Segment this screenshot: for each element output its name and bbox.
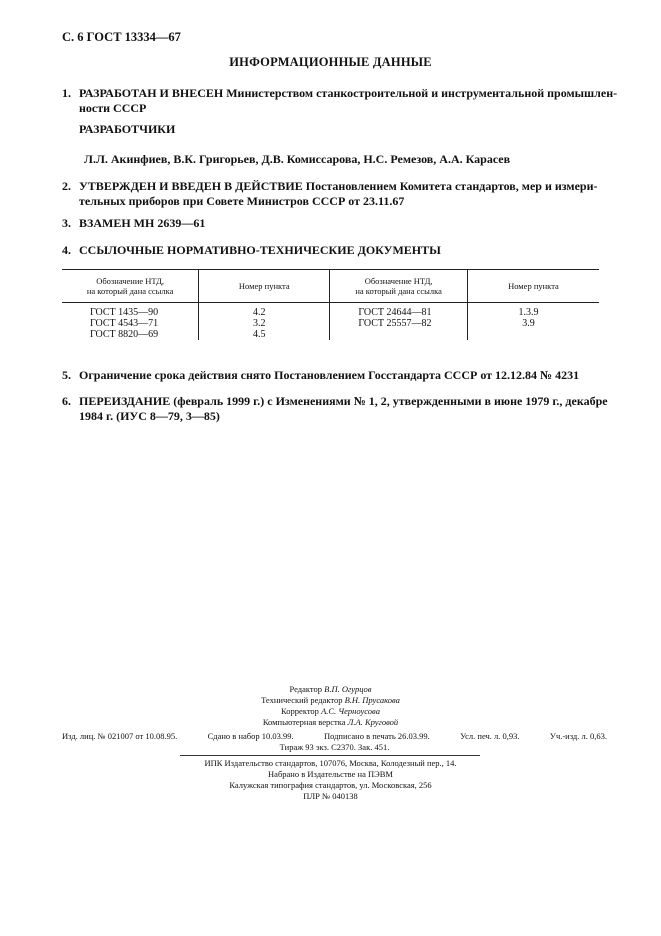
table-row — [62, 303, 599, 341]
imprint-signed: Подписано в печать 26.03.99. — [323, 731, 430, 741]
section-2-text: Постановлением Комитета стандартов, мер и измери- — [302, 179, 598, 193]
imprint-block — [62, 731, 607, 753]
section-2-text-cont: тельных приборов при Совете Министров СССР от 23.11.67 — [79, 194, 405, 208]
section-2-lead: УТВЕРЖДЕН И ВВЕДЕН В ДЕЙСТВИЕ — [79, 179, 303, 193]
header-point-right: Номер пункта — [467, 270, 599, 303]
table-cell: 1.3.9 — [518, 307, 539, 318]
section-4 — [62, 243, 441, 258]
header-code-right: Обозначение НТД, на который дана ссылка — [330, 270, 468, 303]
developers-heading: РАЗРАБОТЧИКИ — [79, 122, 176, 136]
section-5-text: Ограничение срока действия снято Постановлением Госстандарта СССР от 12.12.84 № 4231 — [79, 368, 580, 382]
section-1-text-cont: ности СССР — [79, 101, 147, 115]
publisher-block — [0, 758, 661, 802]
header-code-left: Обозначение НТД, на который дана ссылка — [62, 270, 199, 303]
table-cell: ГОСТ 24644—81 — [358, 307, 432, 318]
credit-tech-editor: Технический редактор В.Н. Прусакова — [261, 695, 400, 705]
section-5-number: 5. — [62, 368, 71, 382]
section-5 — [62, 368, 607, 383]
section-6-number: 6. — [62, 394, 71, 408]
section-2 — [62, 179, 607, 209]
divider — [180, 755, 480, 756]
section-6-text-cont: 1984 г. (ИУС 8—79, 3—85) — [79, 409, 220, 423]
section-1-text: Министерством станкостроительной и инструментальной промышлен- — [223, 86, 618, 100]
imprint-run: Тираж 93 экз. С2370. Зак. 451. — [279, 742, 390, 752]
left-points-cell — [199, 303, 330, 341]
imprint-license: Изд. лиц. № 021007 от 10.08.95. — [62, 731, 178, 741]
left-codes-cell — [62, 303, 199, 341]
credit-corrector: Корректор А.С. Черноусова — [281, 706, 380, 716]
table-cell: ГОСТ 4543—71 — [90, 318, 159, 329]
section-2-number: 2. — [62, 179, 71, 193]
imprint-sheets: Усл. печ. л. 0,93. — [460, 731, 520, 741]
table-cell: 4.2 — [253, 307, 266, 318]
section-6 — [62, 394, 607, 424]
page-title: ИНФОРМАЦИОННЫЕ ДАННЫЕ — [229, 55, 432, 69]
section-3 — [62, 216, 607, 231]
table-cell: 4.5 — [253, 329, 266, 340]
table-cell: ГОСТ 1435—90 — [90, 307, 159, 318]
table-header-row — [62, 270, 599, 303]
right-codes-cell — [330, 303, 468, 341]
publisher-line: ПЛР № 040138 — [303, 791, 358, 801]
developers-list: Л.Л. Акинфиев, В.К. Григорьев, Д.В. Комиссарова, Н.С. Ремезов, А.А. Карасев — [84, 152, 511, 166]
section-3-text: ВЗАМЕН МН 2639—61 — [79, 216, 206, 230]
section-4-number: 4. — [62, 243, 71, 257]
section-4-text: ССЫЛОЧНЫЕ НОРМАТИВНО-ТЕХНИЧЕСКИЕ ДОКУМЕНТЫ — [79, 243, 441, 257]
imprint-sent: Сдано в набор 10.03.99. — [207, 731, 294, 741]
section-6-text: ПЕРЕИЗДАНИЕ (февраль 1999 г.) с Изменениями № 1, 2, утвержденными в июне 1979 г., декабре — [79, 394, 608, 408]
header-point-left: Номер пункта — [199, 270, 330, 303]
table-cell: ГОСТ 25557—82 — [358, 318, 432, 329]
table-cell: 3.9 — [522, 318, 535, 329]
imprint-pub-sheets: Уч.-изд. л. 0,63. — [549, 731, 607, 741]
credit-editor: Редактор В.П. Огурцов — [289, 684, 372, 694]
section-1-lead: РАЗРАБОТАН И ВНЕСЕН — [79, 86, 224, 100]
right-points-cell — [467, 303, 599, 341]
section-1 — [62, 86, 618, 116]
publisher-line: Набрано в Издательстве на ПЭВМ — [268, 769, 393, 779]
section-3-number: 3. — [62, 216, 71, 230]
table-cell: 3.2 — [253, 318, 266, 329]
table-cell: ГОСТ 8820—69 — [90, 329, 159, 340]
credits-block — [0, 684, 661, 728]
credit-layout: Компьютерная верстка Л.А. Круговой — [262, 717, 399, 727]
reference-documents-table — [62, 269, 599, 340]
publisher-line: Калужская типография стандартов, ул. Московская, 256 — [229, 780, 432, 790]
page-header: С. 6 ГОСТ 13334—67 — [62, 30, 181, 44]
section-1-number: 1. — [62, 86, 71, 100]
publisher-line: ИПК Издательство стандартов, 107076, Москва, Колодезный пер., 14. — [204, 758, 457, 768]
